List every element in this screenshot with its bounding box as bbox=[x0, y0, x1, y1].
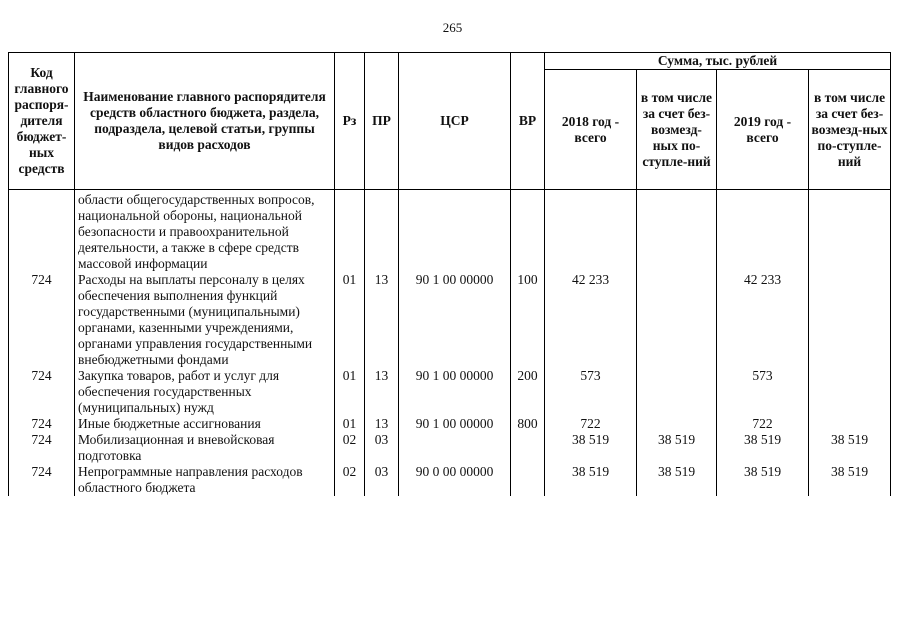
cell-name: области общегосударственных вопросов, национальной обороны, национальной безопасности и правоохранительной деятельности, а также в сфере средств массовой информации bbox=[75, 190, 335, 273]
cell-vr bbox=[511, 190, 545, 273]
cell-2019-total: 38 519 bbox=[717, 464, 809, 496]
cell-2019-free bbox=[809, 190, 891, 273]
header-sum-group: Сумма, тыс. рублей bbox=[545, 53, 891, 70]
cell-vr: 200 bbox=[511, 368, 545, 416]
cell-2019-free: 38 519 bbox=[809, 464, 891, 496]
header-name: Наименование главного распорядителя средств областного бюджета, раздела, подраздела, целевой статьи, группы видов расходов bbox=[75, 53, 335, 190]
table-row bbox=[9, 272, 891, 368]
cell-vr: 100 bbox=[511, 272, 545, 368]
cell-2018-free bbox=[637, 368, 717, 416]
cell-2019-free bbox=[809, 416, 891, 432]
cell-csr: 90 1 00 00000 bbox=[399, 368, 511, 416]
cell-2018-total: 573 bbox=[545, 368, 637, 416]
cell-2019-free bbox=[809, 272, 891, 368]
cell-2018-total: 42 233 bbox=[545, 272, 637, 368]
cell-code bbox=[9, 190, 75, 273]
header-pr: ПР bbox=[365, 53, 399, 190]
cell-2018-total: 38 519 bbox=[545, 464, 637, 496]
header-code: Код главного распоря-дителя бюджет-ных средств bbox=[9, 53, 75, 190]
table-row bbox=[9, 190, 891, 273]
cell-csr: 90 0 00 00000 bbox=[399, 464, 511, 496]
header-row-1 bbox=[9, 53, 891, 70]
cell-2018-free bbox=[637, 416, 717, 432]
table-row bbox=[9, 416, 891, 432]
cell-rz: 02 bbox=[335, 432, 365, 464]
budget-table bbox=[8, 52, 891, 496]
cell-vr bbox=[511, 432, 545, 464]
header-2019-total: 2019 год - всего bbox=[717, 70, 809, 190]
cell-vr: 800 bbox=[511, 416, 545, 432]
cell-csr bbox=[399, 432, 511, 464]
cell-rz: 01 bbox=[335, 416, 365, 432]
cell-csr: 90 1 00 00000 bbox=[399, 272, 511, 368]
cell-2018-free: 38 519 bbox=[637, 464, 717, 496]
header-2019-free: в том числе за счет без-возмезд-ных по-ступле-ний bbox=[809, 70, 891, 190]
cell-rz: 02 bbox=[335, 464, 365, 496]
cell-csr bbox=[399, 190, 511, 273]
cell-code: 724 bbox=[9, 272, 75, 368]
table-row bbox=[9, 368, 891, 416]
cell-pr: 13 bbox=[365, 368, 399, 416]
table-row bbox=[9, 432, 891, 464]
cell-csr: 90 1 00 00000 bbox=[399, 416, 511, 432]
header-2018-free: в том числе за счет без-возмезд-ных по-ступле-ний bbox=[637, 70, 717, 190]
cell-code: 724 bbox=[9, 368, 75, 416]
cell-rz: 01 bbox=[335, 272, 365, 368]
header-csr: ЦСР bbox=[399, 53, 511, 190]
cell-rz: 01 bbox=[335, 368, 365, 416]
cell-2019-total: 573 bbox=[717, 368, 809, 416]
cell-2018-total: 722 bbox=[545, 416, 637, 432]
cell-2019-total: 42 233 bbox=[717, 272, 809, 368]
cell-pr: 13 bbox=[365, 416, 399, 432]
cell-2019-total: 38 519 bbox=[717, 432, 809, 464]
cell-rz bbox=[335, 190, 365, 273]
cell-code: 724 bbox=[9, 464, 75, 496]
cell-2018-free bbox=[637, 190, 717, 273]
cell-name: Расходы на выплаты персоналу в целях обеспечения выполнения функций государственными (муниципальными) органами, казенными учреждениями, органами управления государственными внебюджетными фондами bbox=[75, 272, 335, 368]
cell-pr: 13 bbox=[365, 272, 399, 368]
cell-2019-free bbox=[809, 368, 891, 416]
cell-code: 724 bbox=[9, 432, 75, 464]
cell-vr bbox=[511, 464, 545, 496]
cell-2018-total: 38 519 bbox=[545, 432, 637, 464]
cell-code: 724 bbox=[9, 416, 75, 432]
cell-2018-free: 38 519 bbox=[637, 432, 717, 464]
header-vr: ВР bbox=[511, 53, 545, 190]
table-row bbox=[9, 464, 891, 496]
header-rz: Рз bbox=[335, 53, 365, 190]
cell-2019-total: 722 bbox=[717, 416, 809, 432]
cell-pr bbox=[365, 190, 399, 273]
page-number: 265 bbox=[442, 20, 463, 35]
cell-2018-total bbox=[545, 190, 637, 273]
cell-name: Закупка товаров, работ и услуг для обеспечения государственных (муниципальных) нужд bbox=[75, 368, 335, 416]
cell-2019-free: 38 519 bbox=[809, 432, 891, 464]
cell-name: Мобилизационная и вневойсковая подготовка bbox=[75, 432, 335, 464]
cell-2019-total bbox=[717, 190, 809, 273]
cell-2018-free bbox=[637, 272, 717, 368]
cell-name: Иные бюджетные ассигнования bbox=[75, 416, 335, 432]
header-2018-total: 2018 год - всего bbox=[545, 70, 637, 190]
cell-name: Непрограммные направления расходов областного бюджета bbox=[75, 464, 335, 496]
cell-pr: 03 bbox=[365, 432, 399, 464]
cell-pr: 03 bbox=[365, 464, 399, 496]
